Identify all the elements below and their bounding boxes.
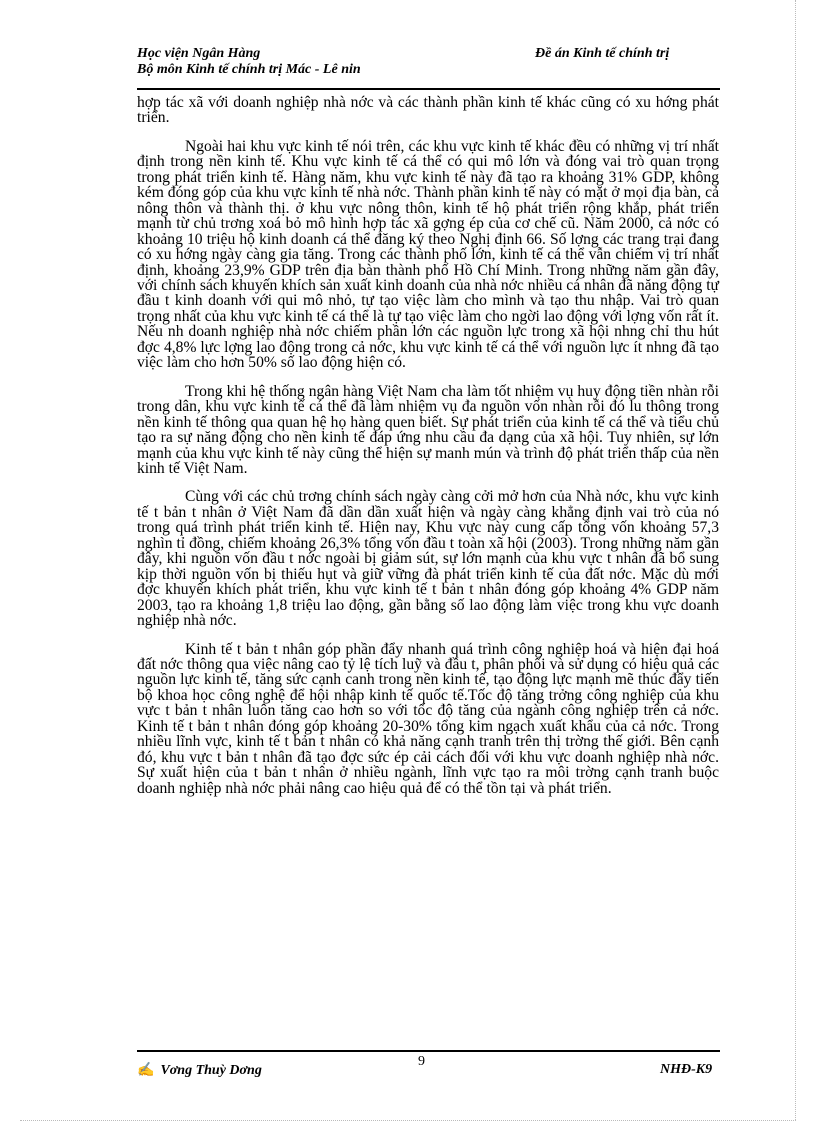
- document-body: [137, 95, 719, 809]
- footer-divider: [137, 1050, 720, 1052]
- paragraph-private-capital: Cùng với các chủ trơng chính sách ngày càng cởi mở hơn của Nhà nớc, khu vực kinh tế t bản t nhân ở Việt Nam đã dần dần xuất hiện và ngày càng khẳng định vai trò của nó trong quá trình phát triển kinh tế. Hiện nay, Khu vực này cung cấp tổng vốn khoảng 57,3 nghìn tỉ đồng, chiếm khoảng 26,3% tổng vốn đầu t toàn xã hội (2003). Trong những năm gần đây, khi nguồn vốn đầu t nớc ngoài bị giảm sút, sự lớn mạnh của khu vực t nhân đã bổ sung kịp thời nguồn vốn bị thiếu hụt và giữ vững đà phát triển kinh tế của đất nớc. Mặc dù mới đợc khuyến khích phát triển, khu vực kinh tế t bản t nhân đóng góp khoảng 4% GDP năm 2003, tạo ra khoảng 1,8 triệu lao động, gần bằng số lao động làm việc trong khu vực doanh nghiệp nhà nớc.: [137, 488, 719, 630]
- author-name: Vơng Thuỳ Dơng: [160, 1063, 262, 1078]
- footer-author: [137, 1062, 262, 1079]
- writing-hand-icon: ✍: [137, 1063, 155, 1078]
- header-left: [137, 46, 361, 78]
- paragraph-industrialization: Kinh tế t bản t nhân góp phần đẩy nhanh quá trình công nghiệp hoá và hiện đại hoá đất nớc thông qua việc nâng cao tỷ lệ tích luỹ và đầu t, phân phối và sử dụng có hiệu quả các nguồn lực kinh tế, tăng sức cạnh canh trong nền kinh tế, tạo động lực mạnh mẽ thúc đẩy tiến bộ khoa học công nghệ để hội nhập kinh tế quốc tế.Tốc độ tăng trởng công nghiệp của khu vực t bản t nhân luôn tăng cao hơn so với tốc độ tăng của ngành công nghiệp trên cả nớc. Kinh tế t bản t nhân đóng góp khoảng 20-30% tổng kim ngạch xuất khẩu của cả nớc. Trong nhiều lĩnh vực, kinh tế t bản t nhân có khả năng cạnh tranh trên thị trờng thế giới. Bên cạnh đó, khu vực t bản t nhân đã tạo đợc sức ép cải cách đối với khu vực doanh nghiệp nhà nớc. Sự xuất hiện của t bản t nhân ở nhiều ngành, lĩnh vực tạo ra môi trờng cạnh tranh buộc doanh nghiệp nhà nớc phải nâng cao hiệu quả để có thể tồn tại và phát triển.: [137, 640, 719, 797]
- paragraph-continuation: hợp tác xã với doanh nghiệp nhà nớc và các thành phần kinh tế khác cũng có xu hớng phát triển.: [137, 94, 719, 127]
- page-edge-right: [795, 0, 796, 1120]
- page-edge-bottom: [20, 1120, 796, 1121]
- class-code: NHĐ-K9: [660, 1062, 713, 1077]
- paragraph-individual-sector: Ngoài hai khu vực kinh tế nói trên, các khu vực kinh tế khác đều có những vị trí nhất định trong nền kinh tế. Khu vực kinh tế cá thể có qui mô lớn và đóng vai trò quan trọng trong phát triển kinh tế. Hàng năm, khu vực kinh tế này đã tạo ra khoảng 31% GDP, không kém đóng góp của khu vực kinh tế nhà nớc. Thành phần kinh tế này có mặt ở mọi địa bàn, cả nông thôn và thành thị. ở khu vực nông thôn, kinh tế hộ phát triển rộng khắp, phát triển mạnh từ chủ trơng xoá bỏ mô hình hợp tác xã gợng ép của cơ chế cũ. Năm 2000, cả nớc có khoảng 10 triệu hộ kinh doanh cá thể đăng ký theo Nghị định 66. Số lợng các trang trại đang có xu hớng ngày càng gia tăng. Trong các thành phố lớn, kinh tế cá thể vẫn chiếm vị trí nhất định, khoảng 23,9% GDP trên địa bàn thành phố Hồ Chí Minh. Trong những năm gần đây, với chính sách khuyến khích sản xuất kinh doanh của nhà nớc nhiều cá nhân đã năng động tự đầu t kinh doanh với qui mô nhỏ, tự tạo việc làm cho mình và tạo thu nhập. Vai trò quan trọng nhất của khu vực kinh tế cá thể là tự tạo việc làm cho ngời lao động với lợng vốn rất ít. Nếu nh doanh nghiệp nhà nớc chiếm phần lớn các nguồn lực trong xã hội nhng chỉ thu hút đợc 4,8% lực lợng lao động trong cả nớc, khu vực kinh tế cá thể với nguồn lực ít nhng đã tạo việc làm cho hơn 50% số lao động hiện có.: [137, 137, 719, 372]
- institution-name: Học viện Ngân Hàng: [137, 46, 261, 61]
- paragraph-banking: Trong khi hệ thống ngân hàng Việt Nam cha làm tốt nhiệm vụ huy động tiền nhàn rỗi trong dân, khu vực kinh tế cá thể đã làm nhiệm vụ đa nguồn vốn nhàn rỗi đó lu thông trong nền kinh tế thông qua quan hệ họ hàng quen biết. Sự phát triển của kinh tế cá thể và tiểu chủ tạo ra sự năng động cho nền kinh tế đáp ứng nhu cầu đa dạng của xã hội. Tuy nhiên, sự lớn mạnh của khu vực kinh tế này cũng thể hiện sự manh mún và trình độ phát triển thấp của nền kinh tế Việt Nam.: [137, 382, 719, 477]
- header-divider: [137, 88, 720, 90]
- project-title: Đề án Kinh tế chính trị: [535, 46, 670, 61]
- department-name: Bộ môn Kinh tế chính trị Mác - Lê nin: [137, 62, 361, 77]
- page-number: 9: [418, 1054, 425, 1069]
